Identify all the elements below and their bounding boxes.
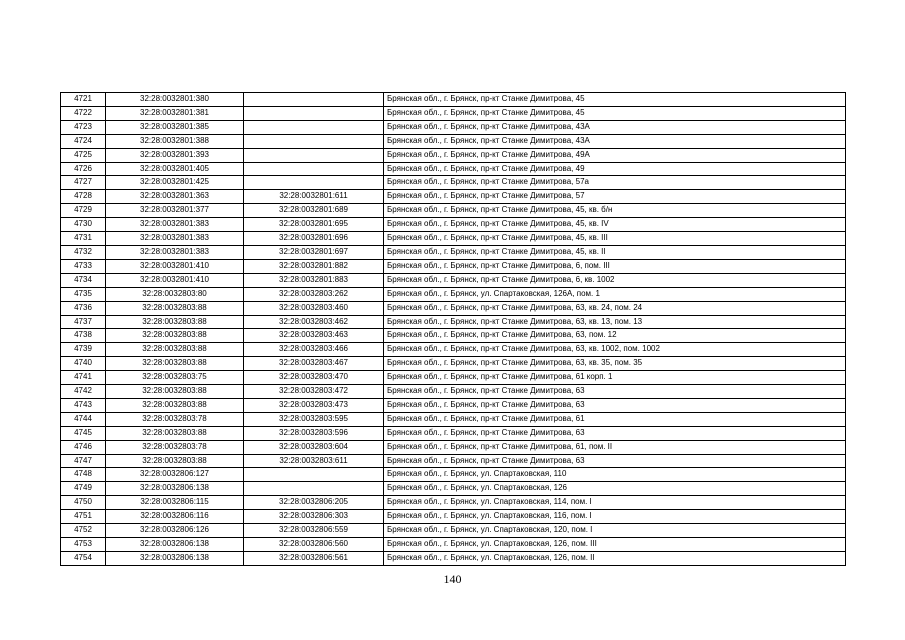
related-cadastral-number-cell bbox=[244, 148, 384, 162]
address-cell: Брянская обл., г. Брянск, пр-кт Станке Димитрова, 57 bbox=[384, 190, 846, 204]
address-cell: Брянская обл., г. Брянск, пр-кт Станке Димитрова, 61, пом. II bbox=[384, 440, 846, 454]
table-row bbox=[61, 301, 846, 315]
related-cadastral-number-cell bbox=[244, 176, 384, 190]
related-cadastral-number-cell: 32:28:0032806:561 bbox=[244, 551, 384, 565]
cadastral-number-cell: 32:28:0032803:88 bbox=[106, 343, 244, 357]
table-row bbox=[61, 134, 846, 148]
row-number-cell: 4730 bbox=[61, 218, 106, 232]
table-row bbox=[61, 371, 846, 385]
table-row bbox=[61, 482, 846, 496]
row-number-cell: 4746 bbox=[61, 440, 106, 454]
related-cadastral-number-cell bbox=[244, 106, 384, 120]
address-cell: Брянская обл., г. Брянск, пр-кт Станке Димитрова, 63 bbox=[384, 398, 846, 412]
table-row bbox=[61, 440, 846, 454]
address-cell: Брянская обл., г. Брянск, пр-кт Станке Димитрова, 63, пом. 12 bbox=[384, 329, 846, 343]
row-number-cell: 4744 bbox=[61, 412, 106, 426]
registry-table-body bbox=[61, 93, 846, 566]
table-row bbox=[61, 357, 846, 371]
table-row bbox=[61, 120, 846, 134]
address-cell: Брянская обл., г. Брянск, пр-кт Станке Димитрова, 6, пом. III bbox=[384, 259, 846, 273]
table-row bbox=[61, 454, 846, 468]
cadastral-number-cell: 32:28:0032806:126 bbox=[106, 524, 244, 538]
related-cadastral-number-cell: 32:28:0032803:595 bbox=[244, 412, 384, 426]
row-number-cell: 4727 bbox=[61, 176, 106, 190]
cadastral-number-cell: 32:28:0032806:138 bbox=[106, 538, 244, 552]
cadastral-number-cell: 32:28:0032801:377 bbox=[106, 204, 244, 218]
address-cell: Брянская обл., г. Брянск, пр-кт Станке Димитрова, 63 bbox=[384, 426, 846, 440]
cadastral-number-cell: 32:28:0032801:383 bbox=[106, 245, 244, 259]
cadastral-number-cell: 32:28:0032801:383 bbox=[106, 232, 244, 246]
related-cadastral-number-cell: 32:28:0032803:262 bbox=[244, 287, 384, 301]
address-cell: Брянская обл., г. Брянск, пр-кт Станке Димитрова, 45, кв. б/н bbox=[384, 204, 846, 218]
table-row bbox=[61, 315, 846, 329]
row-number-cell: 4738 bbox=[61, 329, 106, 343]
related-cadastral-number-cell: 32:28:0032803:472 bbox=[244, 385, 384, 399]
table-row bbox=[61, 106, 846, 120]
row-number-cell: 4729 bbox=[61, 204, 106, 218]
cadastral-number-cell: 32:28:0032803:78 bbox=[106, 440, 244, 454]
row-number-cell: 4748 bbox=[61, 468, 106, 482]
row-number-cell: 4754 bbox=[61, 551, 106, 565]
address-cell: Брянская обл., г. Брянск, пр-кт Станке Димитрова, 45, кв. III bbox=[384, 232, 846, 246]
address-cell: Брянская обл., г. Брянск, пр-кт Станке Димитрова, 63, кв. 1002, пом. 1002 bbox=[384, 343, 846, 357]
table-row bbox=[61, 510, 846, 524]
address-cell: Брянская обл., г. Брянск, ул. Спартаковская, 126, пом. II bbox=[384, 551, 846, 565]
related-cadastral-number-cell: 32:28:0032803:596 bbox=[244, 426, 384, 440]
table-row bbox=[61, 329, 846, 343]
address-cell: Брянская обл., г. Брянск, ул. Спартаковская, 114, пом. I bbox=[384, 496, 846, 510]
registry-table bbox=[60, 92, 846, 566]
cadastral-number-cell: 32:28:0032801:405 bbox=[106, 162, 244, 176]
cadastral-number-cell: 32:28:0032806:115 bbox=[106, 496, 244, 510]
related-cadastral-number-cell bbox=[244, 468, 384, 482]
cadastral-number-cell: 32:28:0032806:138 bbox=[106, 482, 244, 496]
cadastral-number-cell: 32:28:0032803:75 bbox=[106, 371, 244, 385]
table-row bbox=[61, 176, 846, 190]
row-number-cell: 4736 bbox=[61, 301, 106, 315]
related-cadastral-number-cell: 32:28:0032801:611 bbox=[244, 190, 384, 204]
cadastral-number-cell: 32:28:0032801:410 bbox=[106, 273, 244, 287]
row-number-cell: 4739 bbox=[61, 343, 106, 357]
address-cell: Брянская обл., г. Брянск, пр-кт Станке Димитрова, 63 bbox=[384, 454, 846, 468]
address-cell: Брянская обл., г. Брянск, ул. Спартаковская, 126А, пом. 1 bbox=[384, 287, 846, 301]
related-cadastral-number-cell bbox=[244, 134, 384, 148]
cadastral-number-cell: 32:28:0032801:388 bbox=[106, 134, 244, 148]
table-row bbox=[61, 204, 846, 218]
address-cell: Брянская обл., г. Брянск, пр-кт Станке Димитрова, 45, кв. IV bbox=[384, 218, 846, 232]
address-cell: Брянская обл., г. Брянск, пр-кт Станке Димитрова, 45 bbox=[384, 106, 846, 120]
row-number-cell: 4743 bbox=[61, 398, 106, 412]
address-cell: Брянская обл., г. Брянск, пр-кт Станке Димитрова, 63, кв. 35, пом. 35 bbox=[384, 357, 846, 371]
row-number-cell: 4740 bbox=[61, 357, 106, 371]
table-row bbox=[61, 273, 846, 287]
cadastral-number-cell: 32:28:0032806:127 bbox=[106, 468, 244, 482]
address-cell: Брянская обл., г. Брянск, ул. Спартаковская, 126 bbox=[384, 482, 846, 496]
related-cadastral-number-cell bbox=[244, 482, 384, 496]
cadastral-number-cell: 32:28:0032803:88 bbox=[106, 357, 244, 371]
row-number-cell: 4737 bbox=[61, 315, 106, 329]
related-cadastral-number-cell: 32:28:0032801:883 bbox=[244, 273, 384, 287]
cadastral-number-cell: 32:28:0032803:88 bbox=[106, 315, 244, 329]
related-cadastral-number-cell: 32:28:0032803:473 bbox=[244, 398, 384, 412]
row-number-cell: 4724 bbox=[61, 134, 106, 148]
related-cadastral-number-cell bbox=[244, 120, 384, 134]
cadastral-number-cell: 32:28:0032801:385 bbox=[106, 120, 244, 134]
address-cell: Брянская обл., г. Брянск, пр-кт Станке Димитрова, 63, кв. 24, пом. 24 bbox=[384, 301, 846, 315]
row-number-cell: 4725 bbox=[61, 148, 106, 162]
address-cell: Брянская обл., г. Брянск, пр-кт Станке Димитрова, 61 bbox=[384, 412, 846, 426]
cadastral-number-cell: 32:28:0032803:88 bbox=[106, 454, 244, 468]
cadastral-number-cell: 32:28:0032801:410 bbox=[106, 259, 244, 273]
cadastral-number-cell: 32:28:0032803:78 bbox=[106, 412, 244, 426]
row-number-cell: 4750 bbox=[61, 496, 106, 510]
table-row bbox=[61, 343, 846, 357]
address-cell: Брянская обл., г. Брянск, пр-кт Станке Димитрова, 45 bbox=[384, 93, 846, 107]
row-number-cell: 4751 bbox=[61, 510, 106, 524]
table-row bbox=[61, 385, 846, 399]
related-cadastral-number-cell: 32:28:0032806:560 bbox=[244, 538, 384, 552]
related-cadastral-number-cell: 32:28:0032803:462 bbox=[244, 315, 384, 329]
page-number: 140 bbox=[443, 572, 462, 586]
address-cell: Брянская обл., г. Брянск, пр-кт Станке Димитрова, 63 bbox=[384, 385, 846, 399]
cadastral-number-cell: 32:28:0032801:383 bbox=[106, 218, 244, 232]
table-row bbox=[61, 245, 846, 259]
address-cell: Брянская обл., г. Брянск, ул. Спартаковская, 126, пом. III bbox=[384, 538, 846, 552]
address-cell: Брянская обл., г. Брянск, пр-кт Станке Димитрова, 49 bbox=[384, 162, 846, 176]
cadastral-number-cell: 32:28:0032803:88 bbox=[106, 426, 244, 440]
row-number-cell: 4726 bbox=[61, 162, 106, 176]
address-cell: Брянская обл., г. Брянск, пр-кт Станке Димитрова, 57а bbox=[384, 176, 846, 190]
cadastral-number-cell: 32:28:0032806:138 bbox=[106, 551, 244, 565]
address-cell: Брянская обл., г. Брянск, пр-кт Станке Димитрова, 43А bbox=[384, 134, 846, 148]
table-row bbox=[61, 538, 846, 552]
table-row bbox=[61, 232, 846, 246]
cadastral-number-cell: 32:28:0032803:80 bbox=[106, 287, 244, 301]
row-number-cell: 4732 bbox=[61, 245, 106, 259]
row-number-cell: 4731 bbox=[61, 232, 106, 246]
row-number-cell: 4735 bbox=[61, 287, 106, 301]
related-cadastral-number-cell: 32:28:0032806:205 bbox=[244, 496, 384, 510]
address-cell: Брянская обл., г. Брянск, пр-кт Станке Димитрова, 6, кв. 1002 bbox=[384, 273, 846, 287]
address-cell: Брянская обл., г. Брянск, ул. Спартаковская, 110 bbox=[384, 468, 846, 482]
cadastral-number-cell: 32:28:0032803:88 bbox=[106, 301, 244, 315]
table-row bbox=[61, 426, 846, 440]
address-cell: Брянская обл., г. Брянск, пр-кт Станке Димитрова, 61 корп. 1 bbox=[384, 371, 846, 385]
cadastral-number-cell: 32:28:0032803:88 bbox=[106, 398, 244, 412]
address-cell: Брянская обл., г. Брянск, пр-кт Станке Димитрова, 49А bbox=[384, 148, 846, 162]
table-row bbox=[61, 259, 846, 273]
row-number-cell: 4741 bbox=[61, 371, 106, 385]
table-row bbox=[61, 468, 846, 482]
cadastral-number-cell: 32:28:0032806:116 bbox=[106, 510, 244, 524]
table-row bbox=[61, 496, 846, 510]
row-number-cell: 4745 bbox=[61, 426, 106, 440]
row-number-cell: 4721 bbox=[61, 93, 106, 107]
address-cell: Брянская обл., г. Брянск, ул. Спартаковская, 116, пом. I bbox=[384, 510, 846, 524]
table-row bbox=[61, 551, 846, 565]
related-cadastral-number-cell: 32:28:0032803:470 bbox=[244, 371, 384, 385]
table-row bbox=[61, 398, 846, 412]
table-row bbox=[61, 218, 846, 232]
row-number-cell: 4752 bbox=[61, 524, 106, 538]
related-cadastral-number-cell: 32:28:0032803:611 bbox=[244, 454, 384, 468]
related-cadastral-number-cell: 32:28:0032803:604 bbox=[244, 440, 384, 454]
table-row bbox=[61, 93, 846, 107]
cadastral-number-cell: 32:28:0032801:381 bbox=[106, 106, 244, 120]
related-cadastral-number-cell: 32:28:0032803:460 bbox=[244, 301, 384, 315]
cadastral-number-cell: 32:28:0032803:88 bbox=[106, 329, 244, 343]
row-number-cell: 4747 bbox=[61, 454, 106, 468]
cadastral-number-cell: 32:28:0032801:393 bbox=[106, 148, 244, 162]
related-cadastral-number-cell: 32:28:0032806:559 bbox=[244, 524, 384, 538]
row-number-cell: 4722 bbox=[61, 106, 106, 120]
related-cadastral-number-cell: 32:28:0032801:697 bbox=[244, 245, 384, 259]
table-row bbox=[61, 148, 846, 162]
table-row bbox=[61, 524, 846, 538]
row-number-cell: 4753 bbox=[61, 538, 106, 552]
related-cadastral-number-cell: 32:28:0032801:689 bbox=[244, 204, 384, 218]
cadastral-number-cell: 32:28:0032801:380 bbox=[106, 93, 244, 107]
address-cell: Брянская обл., г. Брянск, пр-кт Станке Димитрова, 43А bbox=[384, 120, 846, 134]
related-cadastral-number-cell: 32:28:0032803:467 bbox=[244, 357, 384, 371]
row-number-cell: 4728 bbox=[61, 190, 106, 204]
related-cadastral-number-cell bbox=[244, 93, 384, 107]
cadastral-number-cell: 32:28:0032801:363 bbox=[106, 190, 244, 204]
address-cell: Брянская обл., г. Брянск, ул. Спартаковская, 120, пом. I bbox=[384, 524, 846, 538]
table-row bbox=[61, 287, 846, 301]
related-cadastral-number-cell: 32:28:0032801:695 bbox=[244, 218, 384, 232]
table-row bbox=[61, 412, 846, 426]
related-cadastral-number-cell bbox=[244, 162, 384, 176]
related-cadastral-number-cell: 32:28:0032806:303 bbox=[244, 510, 384, 524]
row-number-cell: 4749 bbox=[61, 482, 106, 496]
related-cadastral-number-cell: 32:28:0032803:466 bbox=[244, 343, 384, 357]
related-cadastral-number-cell: 32:28:0032801:696 bbox=[244, 232, 384, 246]
related-cadastral-number-cell: 32:28:0032803:463 bbox=[244, 329, 384, 343]
cadastral-number-cell: 32:28:0032801:425 bbox=[106, 176, 244, 190]
row-number-cell: 4723 bbox=[61, 120, 106, 134]
related-cadastral-number-cell: 32:28:0032801:882 bbox=[244, 259, 384, 273]
cadastral-number-cell: 32:28:0032803:88 bbox=[106, 385, 244, 399]
row-number-cell: 4742 bbox=[61, 385, 106, 399]
table-row bbox=[61, 190, 846, 204]
row-number-cell: 4733 bbox=[61, 259, 106, 273]
address-cell: Брянская обл., г. Брянск, пр-кт Станке Димитрова, 63, кв. 13, пом. 13 bbox=[384, 315, 846, 329]
row-number-cell: 4734 bbox=[61, 273, 106, 287]
table-row bbox=[61, 162, 846, 176]
address-cell: Брянская обл., г. Брянск, пр-кт Станке Димитрова, 45, кв. II bbox=[384, 245, 846, 259]
